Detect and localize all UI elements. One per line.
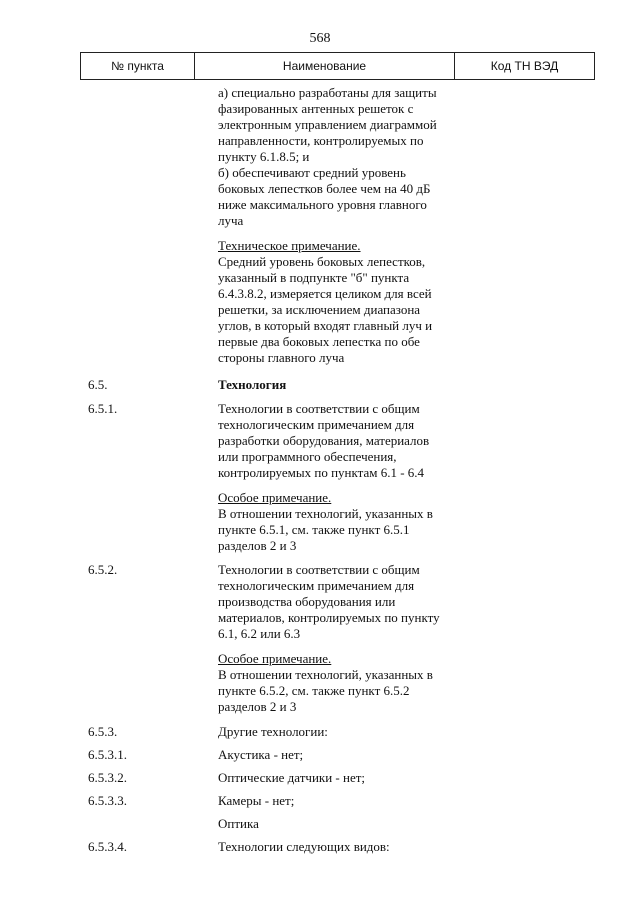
text-line: технологическим примечанием для bbox=[218, 417, 415, 432]
section-number: 6.5.3. bbox=[88, 724, 118, 739]
section-number: 6.5.3.4. bbox=[88, 839, 127, 854]
text-line: технологическим примечанием для bbox=[218, 578, 415, 593]
text-line: решетки, за исключением диапазона bbox=[218, 302, 421, 317]
tech-note bbox=[0, 238, 640, 366]
document-body bbox=[0, 85, 640, 855]
tech-note-text bbox=[218, 238, 468, 366]
optics-heading bbox=[0, 816, 640, 832]
text-line: Технологии в соответствии с общим bbox=[218, 562, 420, 577]
text-line: разделов 2 и 3 bbox=[218, 538, 297, 553]
text-line: разделов 2 и 3 bbox=[218, 699, 297, 714]
section-text: Технологии следующих видов: bbox=[218, 839, 390, 854]
section-6-5-1 bbox=[0, 401, 640, 554]
text-line: 6.1, 6.2 или 6.3 bbox=[218, 626, 301, 641]
text-line: пункте 6.5.2, см. также пункт 6.5.2 bbox=[218, 683, 410, 698]
column-header-code: Код ТН ВЭД bbox=[490, 59, 559, 73]
section-title: Технология bbox=[218, 377, 287, 392]
section-text bbox=[218, 562, 468, 715]
text-line: а) специально разработаны для защиты bbox=[218, 85, 437, 100]
tech-note-title: Техническое примечание. bbox=[218, 238, 361, 253]
section-6-5 bbox=[0, 377, 640, 393]
text-line: направленности, контролируемых по bbox=[218, 133, 424, 148]
section-text: Другие технологии: bbox=[218, 724, 328, 739]
section-6-5-3-4 bbox=[0, 839, 640, 855]
text-line: указанный в подпункте "б" пункта bbox=[218, 270, 410, 285]
section-text: Камеры - нет; bbox=[218, 793, 295, 808]
text-line: или программного обеспечения, bbox=[218, 449, 397, 464]
text-line: Технологии в соответствии с общим bbox=[218, 401, 420, 416]
section-text: Акустика - нет; bbox=[218, 747, 304, 762]
section-number: 6.5. bbox=[88, 377, 108, 392]
section-6-5-3-1 bbox=[0, 747, 640, 763]
section-6-5-3-3 bbox=[0, 793, 640, 809]
section-6-5-3 bbox=[0, 724, 640, 740]
text-line: углов, в который входят главный луч и bbox=[218, 318, 433, 333]
text-line: пункте 6.5.1, см. также пункт 6.5.1 bbox=[218, 522, 410, 537]
section-text: Оптические датчики - нет; bbox=[218, 770, 366, 785]
text-line: б) обеспечивают средний уровень bbox=[218, 165, 406, 180]
section-6-5-2 bbox=[0, 562, 640, 715]
text-line: разработки оборудования, материалов bbox=[218, 433, 430, 448]
text-line: производства оборудования или bbox=[218, 594, 396, 609]
section-number: 6.5.3.1. bbox=[88, 747, 127, 762]
text-line: луча bbox=[218, 213, 244, 228]
special-note-title: Особое примечание. bbox=[218, 490, 332, 505]
text-line: ниже максимального уровня главного bbox=[218, 197, 427, 212]
section-number: 6.5.3.3. bbox=[88, 793, 127, 808]
text-line: электронным управлением диаграммой bbox=[218, 117, 437, 132]
column-header-name: Наименование bbox=[195, 53, 455, 79]
text-line: пункту 6.1.8.5; и bbox=[218, 149, 310, 164]
column-header-number: № пункта bbox=[81, 53, 195, 79]
text-line: боковых лепестков более чем на 40 дБ bbox=[218, 181, 431, 196]
text-line: Средний уровень боковых лепестков, bbox=[218, 254, 426, 269]
section-number: 6.5.1. bbox=[88, 401, 118, 416]
section-text: Оптика bbox=[218, 816, 259, 831]
text-line: первые два боковых лепестка по обе bbox=[218, 334, 420, 349]
text-line: 6.4.3.8.2, измеряется целиком для всей bbox=[218, 286, 432, 301]
text-line: В отношении технологий, указанных в bbox=[218, 667, 433, 682]
text-line: материалов, контролируемых по пункту bbox=[218, 610, 440, 625]
table-header bbox=[80, 52, 595, 80]
section-text bbox=[218, 401, 468, 554]
block-a bbox=[0, 85, 640, 229]
block-a-text bbox=[218, 85, 468, 229]
text-line: контролируемых по пунктам 6.1 - 6.4 bbox=[218, 465, 425, 480]
section-6-5-3-2 bbox=[0, 770, 640, 786]
text-line: фазированных антенных решеток с bbox=[218, 101, 414, 116]
page-number: 568 bbox=[309, 31, 331, 46]
text-line: стороны главного луча bbox=[218, 350, 345, 365]
section-number: 6.5.3.2. bbox=[88, 770, 127, 785]
section-number: 6.5.2. bbox=[88, 562, 118, 577]
text-line: В отношении технологий, указанных в bbox=[218, 506, 433, 521]
special-note-title: Особое примечание. bbox=[218, 651, 332, 666]
